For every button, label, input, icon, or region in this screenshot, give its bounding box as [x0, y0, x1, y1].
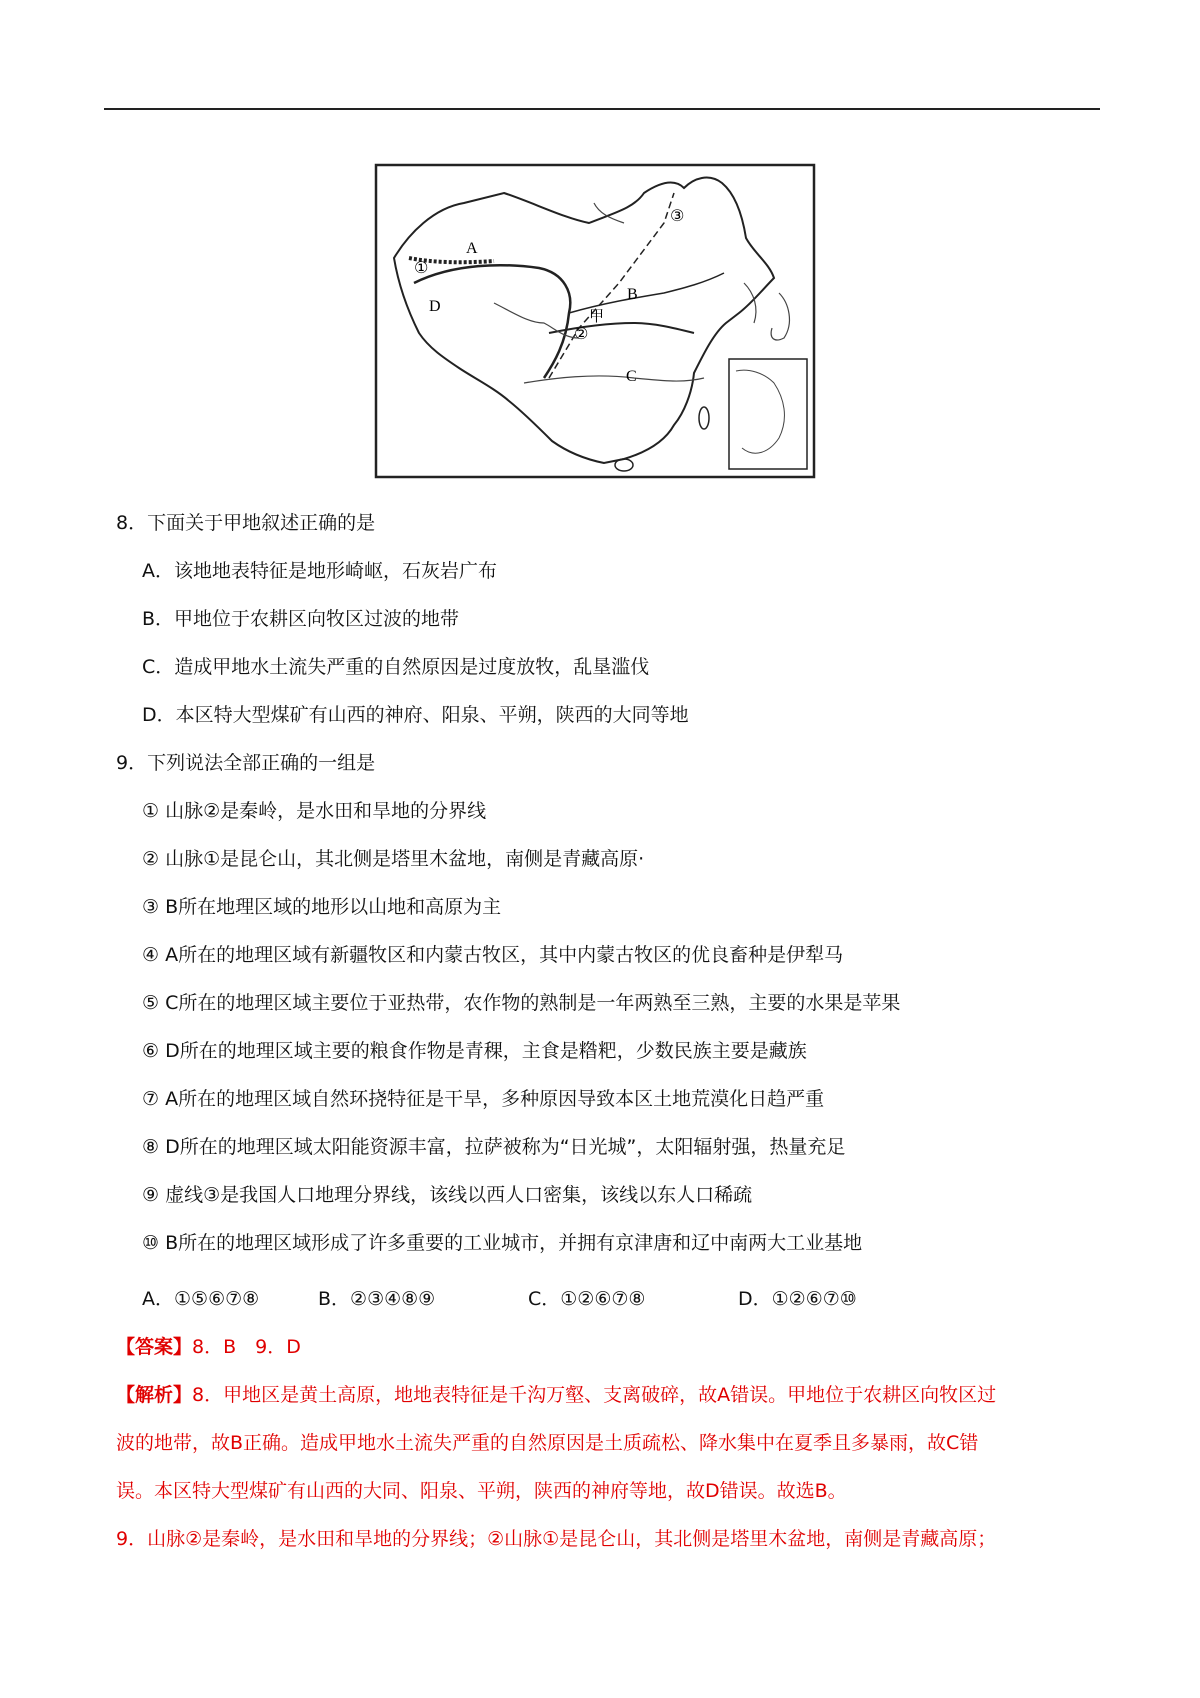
q9-statement-4: ④ A所在的地理区域有新疆牧区和内蒙古牧区，其中内蒙古牧区的优良畜种是伊犁马	[142, 944, 844, 966]
answer-tag: 【答案】	[116, 1336, 193, 1358]
analysis-line-1	[116, 1382, 996, 1409]
analysis-tag: 【解析】	[116, 1384, 193, 1406]
map-label-3: ③	[670, 206, 685, 225]
q9-stem: 9．下列说法全部正确的一组是	[116, 752, 376, 774]
answer-text: 8．B 9．D	[192, 1336, 301, 1358]
q9-statement-5: ⑤ C所在的地理区域主要位于亚热带，农作物的熟制是一年两熟至三熟，主要的水果是苹果	[142, 992, 901, 1014]
map-label-c: C	[626, 368, 637, 385]
analysis-line-2: 波的地带，故B正确。造成甲地水土流失严重的自然原因是土质疏松、降水集中在夏季且多暴雨，故C错	[116, 1432, 979, 1454]
answer-line	[116, 1334, 301, 1361]
q9-statement-1: ① 山脉②是秦岭，是水田和旱地的分界线	[142, 800, 487, 822]
china-map-figure	[374, 163, 816, 479]
map-label-2: ②	[574, 324, 589, 343]
q9-statement-7: ⑦ A所在的地理区域自然环挠特征是干旱，多种原因导致本区土地荒漠化日趋严重	[142, 1088, 825, 1110]
q8-option-b: B．甲地位于农耕区向牧区过波的地带	[142, 608, 460, 630]
q9-statement-8: ⑧ D所在的地理区域太阳能资源丰富，拉萨被称为“日光城”，太阳辐射强，热量充足	[142, 1136, 846, 1158]
q9-statement-6: ⑥ D所在的地理区域主要的粮食作物是青稞，主食是糌粑，少数民族主要是藏族	[142, 1040, 807, 1062]
analysis-text-1: 8．甲地区是黄土高原，地地表特征是千沟万壑、支离破碎，故A错误。甲地位于农耕区向牧区过	[192, 1384, 997, 1406]
q9-choice-a: A．①⑤⑥⑦⑧	[142, 1288, 260, 1310]
q8-stem: 8．下面关于甲地叙述正确的是	[116, 512, 376, 534]
q9-statement-2: ② 山脉①是昆仑山，其北侧是塔里木盆地，南侧是青藏高原·	[142, 848, 645, 870]
q9-choice-d: D．①②⑥⑦⑩	[738, 1288, 857, 1310]
q9-statement-9: ⑨ 虚线③是我国人口地理分界线，该线以西人口密集，该线以东人口稀疏	[142, 1184, 753, 1206]
map-label-d: D	[429, 298, 441, 315]
q9-statement-3: ③ B所在地理区域的地形以山地和高原为主	[142, 896, 502, 918]
map-label-a: A	[466, 240, 478, 257]
q8-option-c: C．造成甲地水土流失严重的自然原因是过度放牧，乱垦滥伐	[142, 656, 650, 678]
q9-choice-b: B．②③④⑧⑨	[318, 1288, 436, 1310]
q9-choice-c: C．①②⑥⑦⑧	[528, 1288, 646, 1310]
q9-statement-10: ⑩ B所在的地理区域形成了许多重要的工业城市，并拥有京津唐和辽中南两大工业基地	[142, 1232, 863, 1254]
q8-option-a: A．该地地表特征是地形崎岖，石灰岩广布	[142, 560, 497, 582]
map-label-1: ①	[414, 258, 429, 277]
analysis-line-3: 误。本区特大型煤矿有山西的大同、阳泉、平朔，陕西的神府等地，故D错误。故选B。	[116, 1480, 847, 1502]
map-label-jia: 甲	[589, 307, 605, 325]
header-rule	[104, 108, 1100, 110]
q8-option-d: D．本区特大型煤矿有山西的神府、阳泉、平朔，陕西的大同等地	[142, 704, 689, 726]
analysis-line-4: 9．山脉②是秦岭，是水田和旱地的分界线；②山脉①是昆仑山，其北侧是塔里木盆地，南侧是青藏高原；	[116, 1528, 997, 1550]
map-label-b: B	[627, 286, 638, 303]
